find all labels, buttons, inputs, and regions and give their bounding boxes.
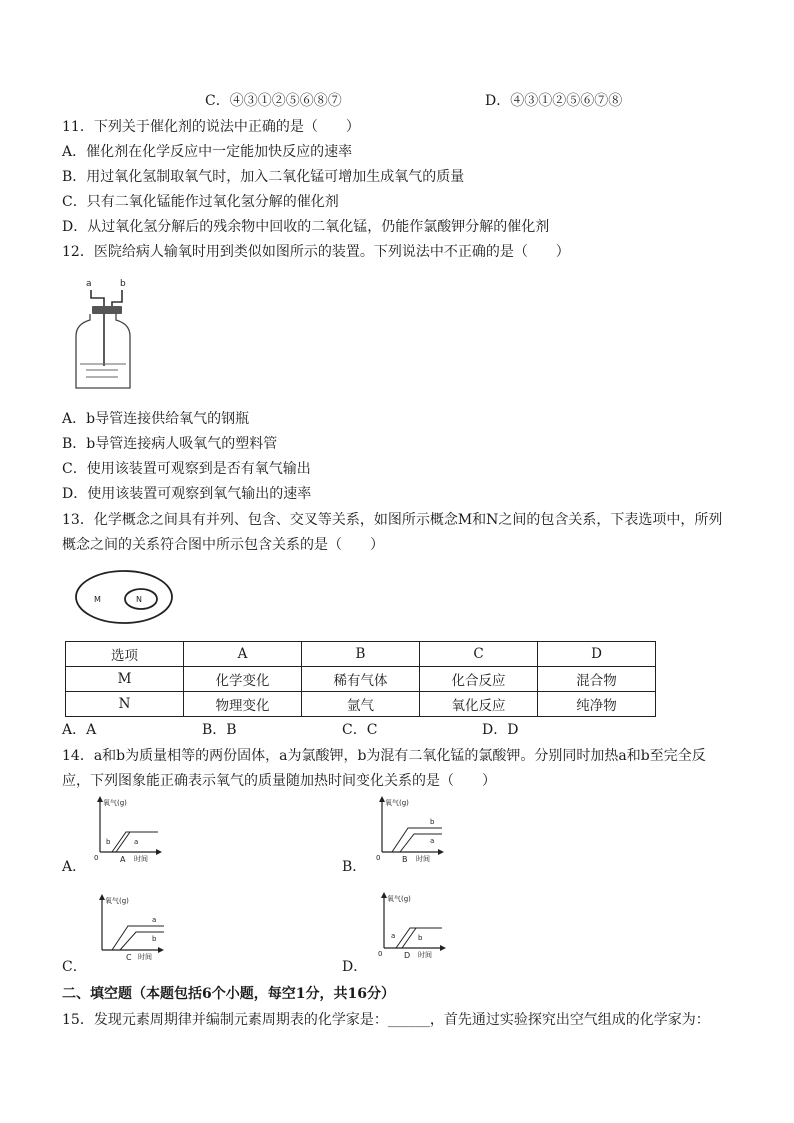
x-axis-label: 时间 [134, 855, 148, 863]
q11-option-d: D．从过氧化氢分解后的残余物中回收的二氧化锰，仍能作氯酸钾分解的催化剂 [62, 219, 550, 235]
q13-stem-line2: 概念之间的关系符合图中所示包含关系的是（ ） [62, 537, 384, 553]
q13-option-a: A．A [62, 722, 97, 738]
svg-text:C: C [126, 953, 132, 962]
q11-stem: 11．下列关于催化剂的说法中正确的是（ ） [62, 119, 360, 135]
svg-text:b: b [418, 934, 423, 942]
q11-option-b: B．用过氧化氢制取氧气时，加入二氧化锰可增加生成氧气的质量 [62, 169, 465, 185]
svg-text:a: a [430, 837, 435, 845]
q14-option-d: D． [342, 959, 368, 975]
graph-d [374, 890, 448, 960]
q13-stem-line1: 13．化学概念之间具有并列、包含、交叉等关系，如图所示概念M和N之间的包含关系，下表选项中，所列 [62, 512, 723, 528]
q12-option-a: A．b导管连接供给氧气的钢瓶 [62, 411, 250, 427]
table-cell: 化学变化 [184, 667, 302, 692]
svg-text:B: B [402, 855, 408, 864]
set-inclusion-diagram [72, 567, 182, 627]
svg-text:a: a [152, 916, 157, 924]
svg-text:D: D [404, 951, 411, 960]
table-cell: M [66, 667, 184, 692]
table-cell: B [302, 642, 420, 667]
table-cell: D [538, 642, 656, 667]
svg-text:a: a [134, 838, 139, 846]
table-cell: 物理变化 [184, 692, 302, 717]
table-cell: 稀有气体 [302, 667, 420, 692]
svg-text:时间: 时间 [416, 855, 430, 863]
svg-text:时间: 时间 [138, 953, 152, 961]
svg-text:氧气(g): 氧气(g) [387, 895, 411, 903]
graph-a [90, 794, 164, 864]
table-cell: N [66, 692, 184, 717]
q13-option-d: D．D [482, 722, 519, 738]
table-cell: 氧化反应 [420, 692, 538, 717]
q12-stem: 12．医院给病人输氧时用到类似如图所示的装置。下列说法中不正确的是（ ） [62, 244, 570, 260]
y-axis-label: 氧气(g) [103, 799, 127, 807]
table-cell: A [184, 642, 302, 667]
svg-text:0: 0 [376, 854, 381, 862]
q11-option-c: C．只有二氧化锰能作过氧化氢分解的催化剂 [62, 194, 339, 210]
gas-washing-bottle-figure [72, 276, 132, 394]
q15-stem: 15．发现元素周期律并编制元素周期表的化学家是：______，首先通过实验探究出空气组成的化学家为： [62, 1012, 710, 1028]
svg-text:氧气(g): 氧气(g) [105, 897, 129, 905]
graph-tag: A [120, 855, 126, 864]
table-cell: 混合物 [538, 667, 656, 692]
q13-option-c: C．C [342, 722, 378, 738]
svg-text:a: a [391, 932, 396, 940]
table-cell: 选项 [66, 642, 184, 667]
q14-stem-line1: 14．a和b为质量相等的两份固体，a为氯酸钾，b为混有二氧化锰的氯酸钾。分别同时加热a和b至完全反 [62, 748, 706, 764]
svg-text:0: 0 [378, 950, 383, 958]
table-cell: C [420, 642, 538, 667]
svg-text:时间: 时间 [418, 951, 432, 959]
origin-label: 0 [94, 854, 99, 862]
q13-option-b: B．B [202, 722, 237, 738]
table-cell: 氩气 [302, 692, 420, 717]
q12-option-d: D．使用该装置可观察到氧气输出的速率 [62, 486, 312, 502]
tube-a-label: a [86, 279, 92, 289]
q10-option-c: C．④③①②⑤⑥⑧⑦ [205, 93, 342, 109]
svg-text:b: b [106, 838, 111, 846]
svg-text:b: b [430, 818, 435, 826]
label-m: M [94, 595, 101, 604]
table-cell: 纯净物 [538, 692, 656, 717]
q14-option-b: B． [342, 859, 367, 875]
table-row [66, 642, 656, 667]
table-row [66, 667, 656, 692]
q11-option-a: A．催化剂在化学反应中一定能加快反应的速率 [62, 144, 353, 160]
section-heading: 二、填空题（本题包括6个小题，每空1分，共16分） [62, 986, 395, 1002]
q13-options-table [65, 641, 656, 717]
svg-text:氧气(g): 氧气(g) [385, 799, 409, 807]
q14-option-c: C． [62, 959, 87, 975]
q14-stem-line2: 应，下列图象能正确表示氧气的质量随加热时间变化关系的是（ ） [62, 773, 496, 789]
q14-option-a: A． [62, 859, 87, 875]
table-row [66, 692, 656, 717]
q12-option-c: C．使用该装置可观察到是否有氧气输出 [62, 461, 311, 477]
label-n: N [136, 595, 142, 604]
graph-c [92, 892, 166, 962]
tube-b-label: b [120, 279, 126, 289]
q10-option-d: D．④③①②⑤⑥⑦⑧ [485, 93, 623, 109]
svg-text:b: b [152, 935, 157, 943]
q12-option-b: B．b导管连接病人吸氧气的塑料管 [62, 436, 278, 452]
table-cell: 化合反应 [420, 667, 538, 692]
graph-b [372, 794, 446, 864]
